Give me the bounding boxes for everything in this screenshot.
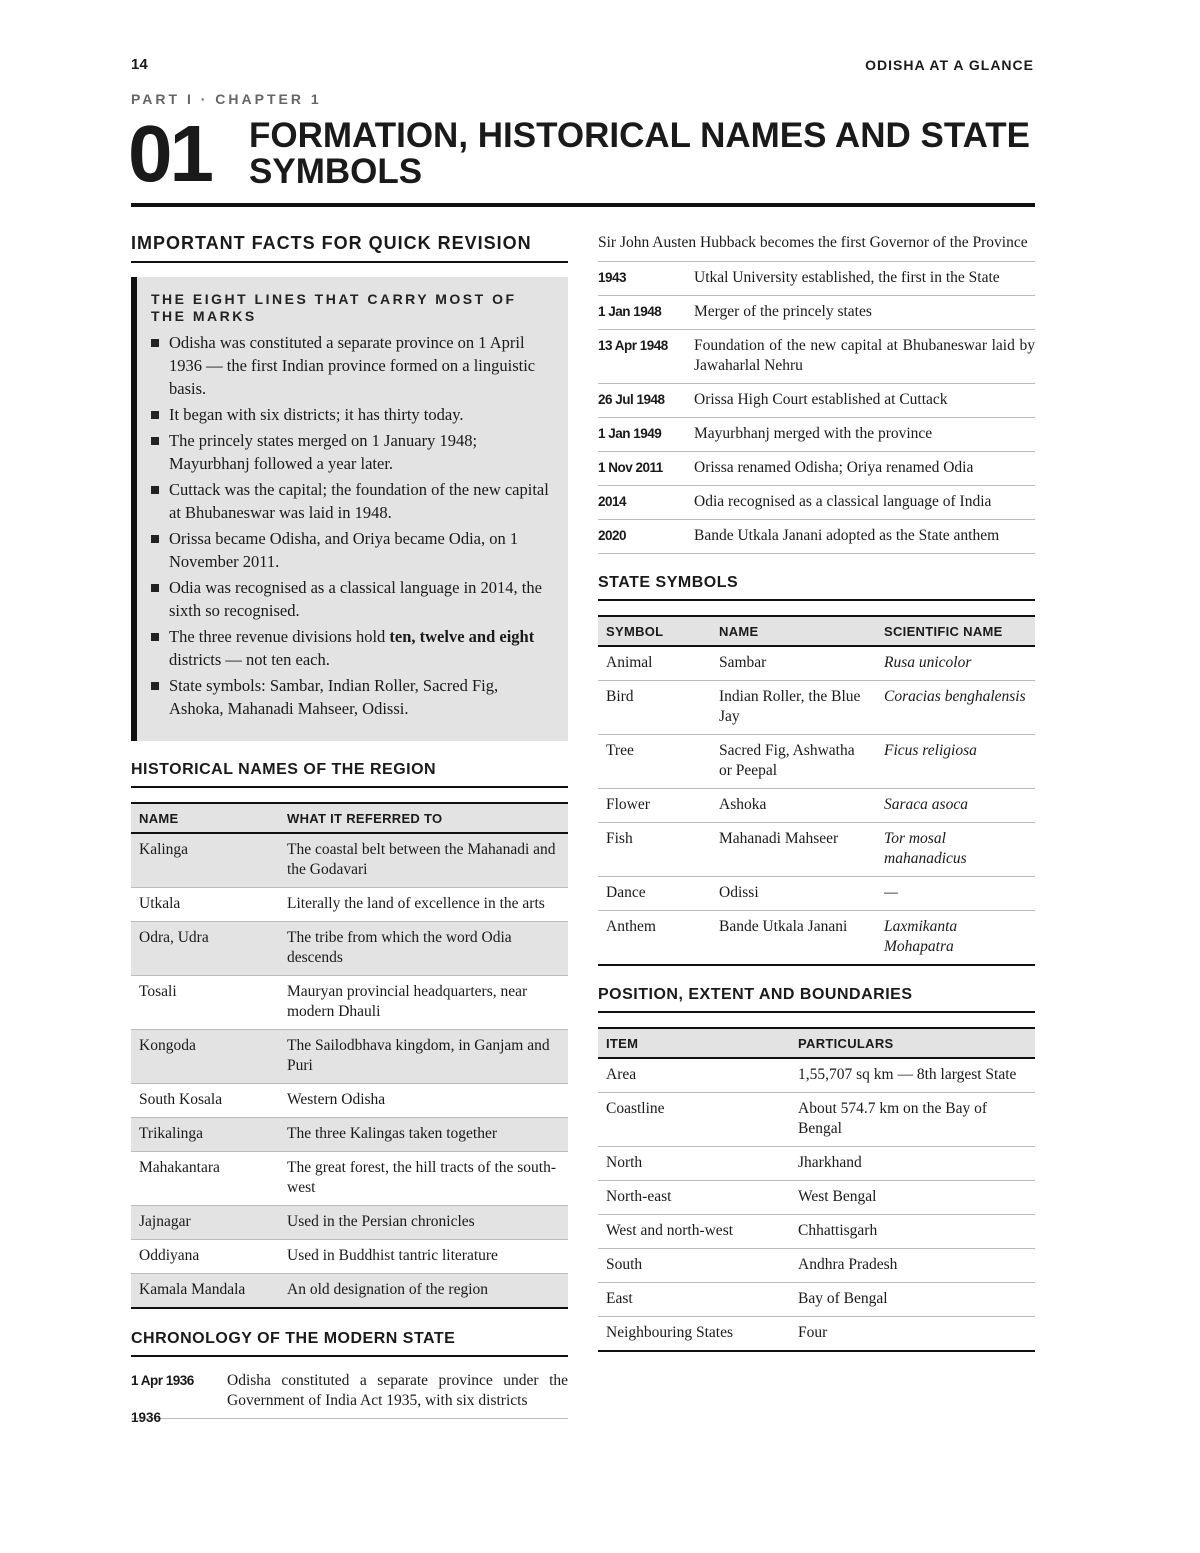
chronology-event: Mayurbhanj merged with the province [694, 425, 933, 442]
chronology-row [598, 296, 1035, 330]
table-row [598, 681, 1035, 735]
table-cell: North [598, 1147, 790, 1181]
chronology-date: 26 Jul 1948 [598, 392, 665, 407]
table-cell: Sacred Fig, Ashwatha or Peepal [711, 735, 876, 789]
chronology-date: 1 Jan 1949 [598, 426, 662, 441]
table-cell: Tor mosal mahanadicus [876, 823, 1035, 877]
state-symbols-table [598, 615, 1035, 966]
bullet-square-icon [151, 682, 159, 690]
state-symbols-heading: STATE SYMBOLS [598, 574, 1035, 601]
table-cell: Odra, Udra [131, 922, 279, 976]
table-cell: Dance [598, 877, 711, 911]
table-cell: East [598, 1283, 790, 1317]
table-row [598, 1181, 1035, 1215]
chronology-event: Orissa renamed Odisha; Oriya renamed Odia [694, 459, 974, 476]
chapter-number: 01 [128, 109, 211, 198]
callout-title: THE EIGHT LINES THAT CARRY MOST OF THE MARKS [151, 291, 517, 324]
position-table [598, 1027, 1035, 1352]
chronology-continuation: Sir John Austen Hubback becomes the first Governor of the Province [598, 233, 1035, 262]
table-cell: Jharkhand [790, 1147, 1035, 1181]
chronology-event: Odia recognised as a classical language of India [694, 493, 992, 510]
bullet-square-icon [151, 339, 159, 347]
table-cell: Andhra Pradesh [790, 1249, 1035, 1283]
table-cell: Trikalinga [131, 1118, 279, 1152]
column-header: WHAT IT REFERRED TO [279, 803, 568, 833]
column-header: PARTICULARS [790, 1028, 1035, 1058]
table-row [598, 1283, 1035, 1317]
column-header: NAME [131, 803, 279, 833]
chronology-date: 2020 [598, 528, 627, 543]
chronology-date: 1 Nov 2011 [598, 460, 663, 475]
revision-point [151, 527, 554, 573]
table-cell: Used in the Persian chronicles [279, 1206, 568, 1240]
table-row [131, 1118, 568, 1152]
chronology-heading: CHRONOLOGY OF THE MODERN STATE [131, 1330, 568, 1357]
table-cell: Western Odisha [279, 1084, 568, 1118]
table-cell: South [598, 1249, 790, 1283]
historical-names-table [131, 802, 568, 1309]
table-row [598, 1249, 1035, 1283]
table-cell: About 574.7 km on the Bay of Bengal [790, 1093, 1035, 1147]
table-cell: Bay of Bengal [790, 1283, 1035, 1317]
table-cell: Coracias benghalensis [876, 681, 1035, 735]
table-cell: An old designation of the region [279, 1274, 568, 1309]
table-row [598, 1058, 1035, 1093]
column-header: SYMBOL [598, 616, 711, 646]
table-cell: Tree [598, 735, 711, 789]
quick-revision-list [151, 331, 554, 720]
table-cell: Neighbouring States [598, 1317, 790, 1352]
table-cell: The three Kalingas taken together [279, 1118, 568, 1152]
table-row [598, 823, 1035, 877]
table-cell: Laxmikanta Mohapatra [876, 911, 1035, 966]
revision-point-text: It began with six districts; it has thirty today. [169, 405, 464, 424]
table-row [131, 1030, 568, 1084]
revision-point-text: Odia was recognised as a classical language in 2014, the sixth so recognised. [169, 578, 542, 620]
table-cell: Four [790, 1317, 1035, 1352]
table-row [131, 1206, 568, 1240]
running-head: ODISHA AT A GLANCE [865, 57, 1034, 73]
table-cell: Mahakantara [131, 1152, 279, 1206]
table-cell: The great forest, the hill tracts of the south-west [279, 1152, 568, 1206]
table-row [598, 1147, 1035, 1181]
chronology-event: Utkal University established, the first in the State [694, 269, 1000, 286]
chronology-date: 1 Jan 1948 [598, 304, 662, 319]
table-cell: Saraca asoca [876, 789, 1035, 823]
table-row [598, 1317, 1035, 1352]
chronology-row [598, 330, 1035, 384]
table-row [131, 1274, 568, 1309]
table-row [598, 789, 1035, 823]
chronology-event: Orissa High Court established at Cuttack [694, 391, 948, 408]
part-chapter-label: PART I · CHAPTER 1 [131, 91, 322, 107]
table-cell: Mahanadi Mahseer [711, 823, 876, 877]
quick-revision-heading: IMPORTANT FACTS FOR QUICK REVISION [131, 233, 568, 263]
revision-point [151, 478, 554, 524]
table-cell: North-east [598, 1181, 790, 1215]
chronology-row [131, 1365, 568, 1419]
table-cell: Animal [598, 646, 711, 681]
revision-point-text: Odisha was constituted a separate province on 1 April 1936 — the first Indian province formed on a linguistic basis. [169, 333, 536, 398]
table-cell: 1,55,707 sq km — 8th largest State [790, 1058, 1035, 1093]
table-cell: West and north-west [598, 1215, 790, 1249]
table-cell: Tosali [131, 976, 279, 1030]
chronology-event: Odisha constituted a separate province under the Government of India Act 1935, with six districts [227, 1372, 568, 1409]
revision-point [151, 576, 554, 622]
table-cell: Indian Roller, the Blue Jay [711, 681, 876, 735]
table-cell: Jajnagar [131, 1206, 279, 1240]
chapter-title: FORMATION, HISTORICAL NAMES AND STATE SYMBOLS [249, 116, 1031, 191]
chronology-row [598, 262, 1035, 296]
title-rule [131, 203, 1035, 207]
revision-point [151, 674, 554, 720]
table-cell: Fish [598, 823, 711, 877]
chronology-list [598, 262, 1035, 554]
table-cell: Anthem [598, 911, 711, 966]
table-cell: Ashoka [711, 789, 876, 823]
bullet-square-icon [151, 437, 159, 445]
table-cell: Used in Buddhist tantric literature [279, 1240, 568, 1274]
table-row [131, 922, 568, 976]
table-cell: Utkala [131, 888, 279, 922]
right-column [598, 233, 1035, 1352]
table-cell: Mauryan provincial headquarters, near modern Dhauli [279, 976, 568, 1030]
table-row [131, 1084, 568, 1118]
revision-point [151, 331, 554, 400]
bullet-square-icon [151, 411, 159, 419]
chronology-date: 1943 [598, 270, 627, 285]
historical-names-heading: HISTORICAL NAMES OF THE REGION [131, 761, 568, 788]
table-row [131, 833, 568, 888]
chronology-row [598, 452, 1035, 486]
table-row [598, 1093, 1035, 1147]
table-cell: Kongoda [131, 1030, 279, 1084]
table-cell: Kalinga [131, 833, 279, 888]
table-cell: The tribe from which the word Odia descends [279, 922, 568, 976]
table-cell: Oddiyana [131, 1240, 279, 1274]
table-row [131, 976, 568, 1030]
chronology-date: 1 Apr 1936 [131, 1373, 194, 1388]
revision-point-text: State symbols: Sambar, Indian Roller, Sacred Fig, Ashoka, Mahanadi Mahseer, Odissi. [169, 676, 499, 718]
table-cell: Literally the land of excellence in the arts [279, 888, 568, 922]
position-heading: POSITION, EXTENT AND BOUNDARIES [598, 986, 1035, 1013]
table-cell: Bande Utkala Janani [711, 911, 876, 966]
revision-point-text: Orissa became Odisha, and Oriya became Odia, on 1 November 2011. [169, 529, 519, 571]
table-row [598, 877, 1035, 911]
chronology-row [598, 520, 1035, 554]
table-cell: Bird [598, 681, 711, 735]
left-column [131, 233, 568, 1419]
revision-point [151, 429, 554, 475]
table-cell: Odissi [711, 877, 876, 911]
table-cell: Coastline [598, 1093, 790, 1147]
table-cell: Sambar [711, 646, 876, 681]
revision-point-text: The princely states merged on 1 January 1948; Mayurbhanj followed a year later. [169, 431, 478, 473]
table-cell: Rusa unicolor [876, 646, 1035, 681]
chronology-date: 2014 [598, 494, 627, 509]
bullet-square-icon [151, 584, 159, 592]
chronology-row [598, 486, 1035, 520]
chronology-row [598, 384, 1035, 418]
chronology-date-continued: 1936 [131, 1410, 162, 1425]
table-row [598, 911, 1035, 966]
chronology-row [598, 418, 1035, 452]
table-row [598, 735, 1035, 789]
revision-point-text: districts — not ten each. [169, 650, 330, 669]
chronology-event: Merger of the princely states [694, 303, 872, 320]
chronology-date: 13 Apr 1948 [598, 338, 668, 353]
table-cell: — [876, 877, 1035, 911]
table-cell: The Sailodbhava kingdom, in Ganjam and Puri [279, 1030, 568, 1084]
table-cell: South Kosala [131, 1084, 279, 1118]
table-cell: Chhattisgarh [790, 1215, 1035, 1249]
column-header: SCIENTIFIC NAME [876, 616, 1035, 646]
table-cell: Area [598, 1058, 790, 1093]
column-header: NAME [711, 616, 876, 646]
chronology-event: Bande Utkala Janani adopted as the State anthem [694, 527, 1000, 544]
chronology-event: Foundation of the new capital at Bhubaneswar laid by Jawaharlal Nehru [694, 337, 1035, 374]
bullet-square-icon [151, 535, 159, 543]
revision-point-emphasis: ten, twelve and eight [389, 627, 535, 646]
quick-revision-callout [131, 277, 568, 741]
table-cell: Kamala Mandala [131, 1274, 279, 1309]
table-row [131, 1240, 568, 1274]
table-row [598, 1215, 1035, 1249]
table-cell: West Bengal [790, 1181, 1035, 1215]
table-row [131, 888, 568, 922]
bullet-square-icon [151, 486, 159, 494]
table-row [131, 1152, 568, 1206]
table-cell: Ficus religiosa [876, 735, 1035, 789]
page-number: 14 [131, 56, 148, 73]
column-header: ITEM [598, 1028, 790, 1058]
revision-point-text: Cuttack was the capital; the foundation of the new capital at Bhubaneswar was laid in 1948. [169, 480, 549, 522]
revision-point [151, 403, 554, 426]
revision-point-text: The three revenue divisions hold [169, 627, 390, 646]
table-cell: The coastal belt between the Mahanadi and the Godavari [279, 833, 568, 888]
bullet-square-icon [151, 633, 159, 641]
table-cell: Flower [598, 789, 711, 823]
table-row [598, 646, 1035, 681]
revision-point [151, 625, 554, 671]
